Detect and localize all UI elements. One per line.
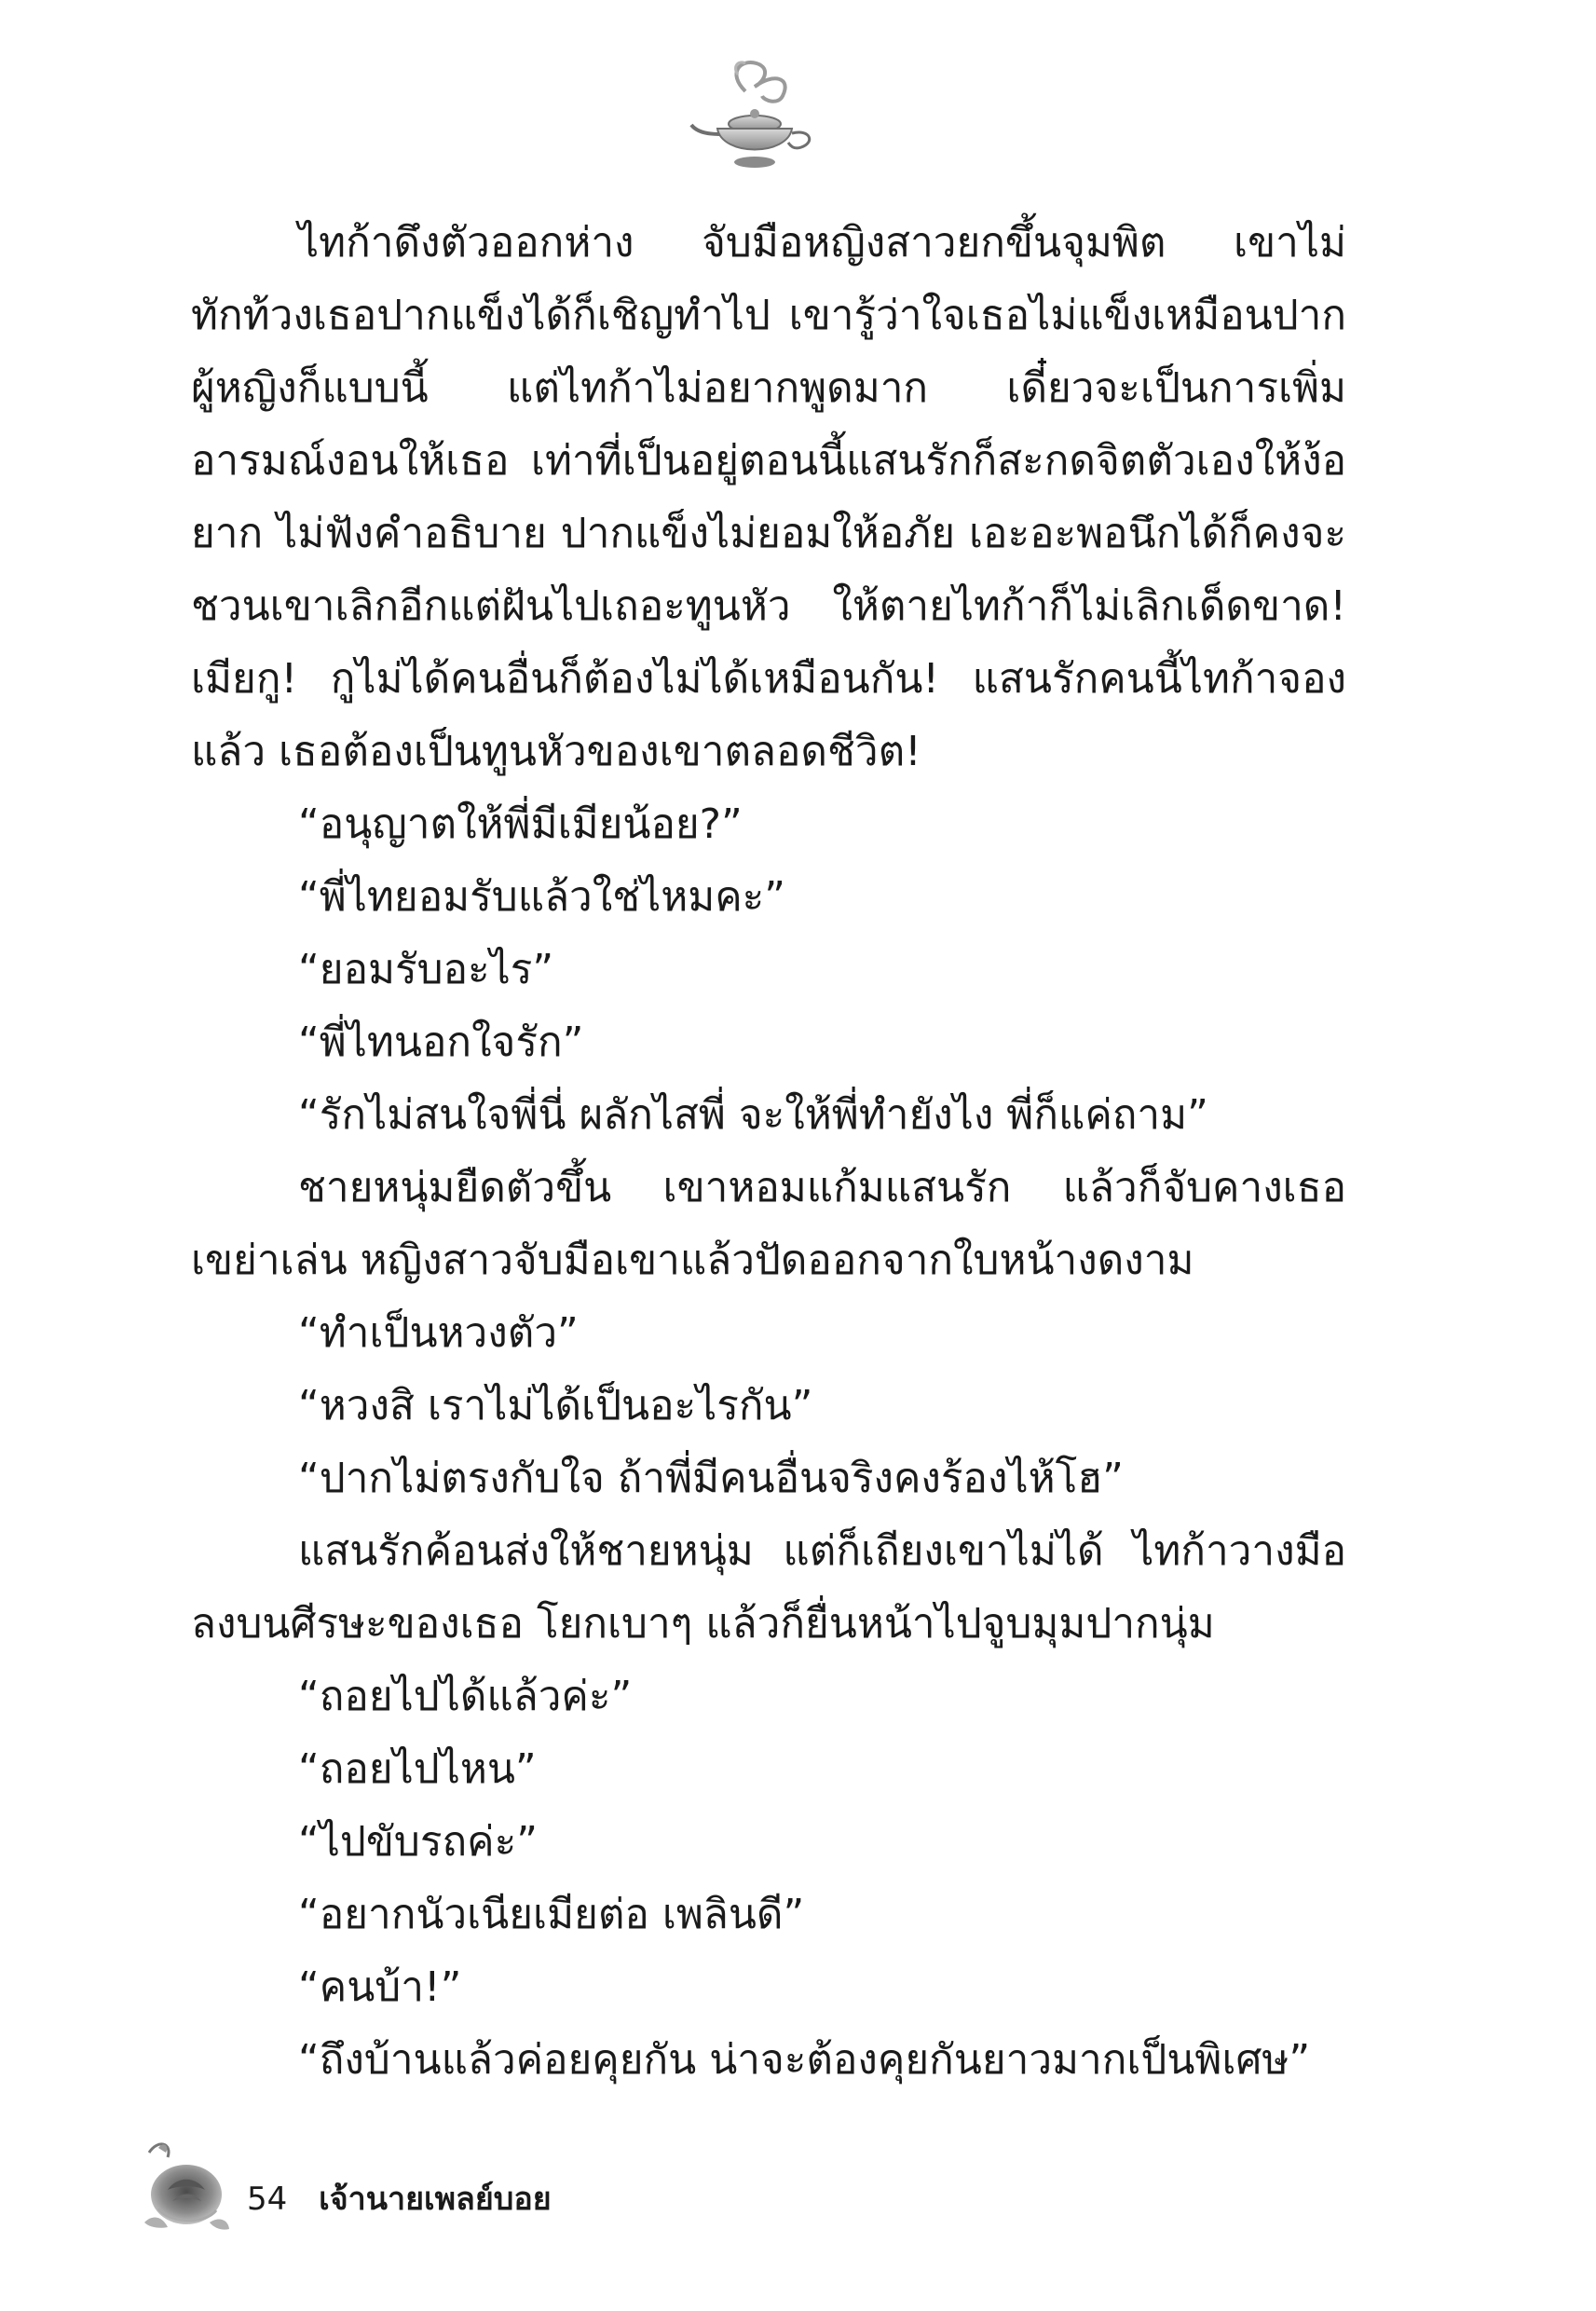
dialogue-line: “พี่ไทนอกใจรัก”: [298, 1019, 584, 1066]
dialogue-line: “คนบ้า!”: [298, 1963, 462, 2011]
page-footer: [130, 2134, 783, 2236]
rose-icon: [130, 2134, 233, 2236]
dialogue-line: “รักไม่สนใจพี่นี่ ผลักไสพี่ จะให้พี่ทำยังไง พี่ก็แค่ถาม”: [298, 1091, 1208, 1139]
dialogue-line: “ถอยไปได้แล้วค่ะ”: [298, 1673, 633, 1720]
dialogue-line: “อนุญาตให้พี่มีเมียน้อย?”: [298, 800, 743, 848]
dialogue-line: “พี่ไทยอมรับแล้วใช่ไหมคะ”: [298, 873, 786, 921]
paragraph: แสนรักค้อนส่งให้ชายหนุ่ม แต่ก็เถียงเขาไม่ได้ ไทก้าวางมือลงบนศีรษะของเธอ โยกเบาๆ แล้วก็ยื่นหน้าไปจูบมุมปากนุ่ม: [191, 1527, 1346, 1648]
dialogue-line: “หวงสิ เราไม่ได้เป็นอะไรกัน”: [298, 1382, 813, 1429]
dialogue-line: “ถึงบ้านแล้วค่อยคุยกัน น่าจะต้องคุยกันยาวมากเป็นพิเศษ”: [298, 2036, 1311, 2084]
page-number: 54: [247, 2181, 288, 2218]
dialogue-line: “ถอยไปไหน”: [298, 1745, 537, 1793]
dialogue-line: “ไปขับรถค่ะ”: [298, 1818, 538, 1866]
dialogue-line: “ยอมรับอะไร”: [298, 946, 554, 993]
paragraph: ชายหนุ่มยืดตัวขึ้น เขาหอมแก้มแสนรัก แล้วก็จับคางเธอเขย่าเล่น หญิงสาวจับมือเขาแล้วปัดออกจากใบหน้างดงาม: [191, 1164, 1346, 1284]
genie-lamp-icon: [689, 54, 820, 175]
dialogue-line: “อยากนัวเนียเมียต่อ เพลินดี”: [298, 1891, 805, 1938]
paragraph: ไทก้าดึงตัวออกห่าง จับมือหญิงสาวยกขึ้นจุมพิต เขาไม่ทักท้วงเธอปากแข็งได้ก็เชิญทำไป เขารู้ว่าใจเธอไม่แข็งเหมือนปาก ผู้หญิงก็แบบนี้ แต่ไทก้าไม่อยากพูดมาก เดี๋ยวจะเป็นการเพิ่มอารมณ์งอนให้เธอ เท่าที่เป็นอยู่ตอนนี้แสนรักก็สะกดจิตตัวเองให้ง้อยาก ไม่ฟังคำอธิบาย ปากแข็งไม่ยอมให้อภัย เอะอะพอนึกได้ก็คงจะชวนเขาเลิกอีกแต่ฝันไปเถอะทูนหัว ให้ตายไทก้าก็ไม่เลิกเด็ดขาด! เมียกู! กูไม่ได้คนอื่นก็ต้องไม่ได้เหมือนกัน! แสนรักคนนี้ไทก้าจองแล้ว เธอต้องเป็นทูนหัวของเขาตลอดชีวิต!: [191, 219, 1346, 775]
dialogue-line: “ปากไม่ตรงกับใจ ถ้าพี่มีคนอื่นจริงคงร้องไห้โฮ”: [298, 1455, 1124, 1502]
book-title: เจ้านายเพลย์บอย: [319, 2181, 552, 2218]
footer-text: [247, 2173, 552, 2223]
body-text: [191, 207, 1346, 2097]
dialogue-line: “ทำเป็นหวงตัว”: [298, 1309, 579, 1357]
